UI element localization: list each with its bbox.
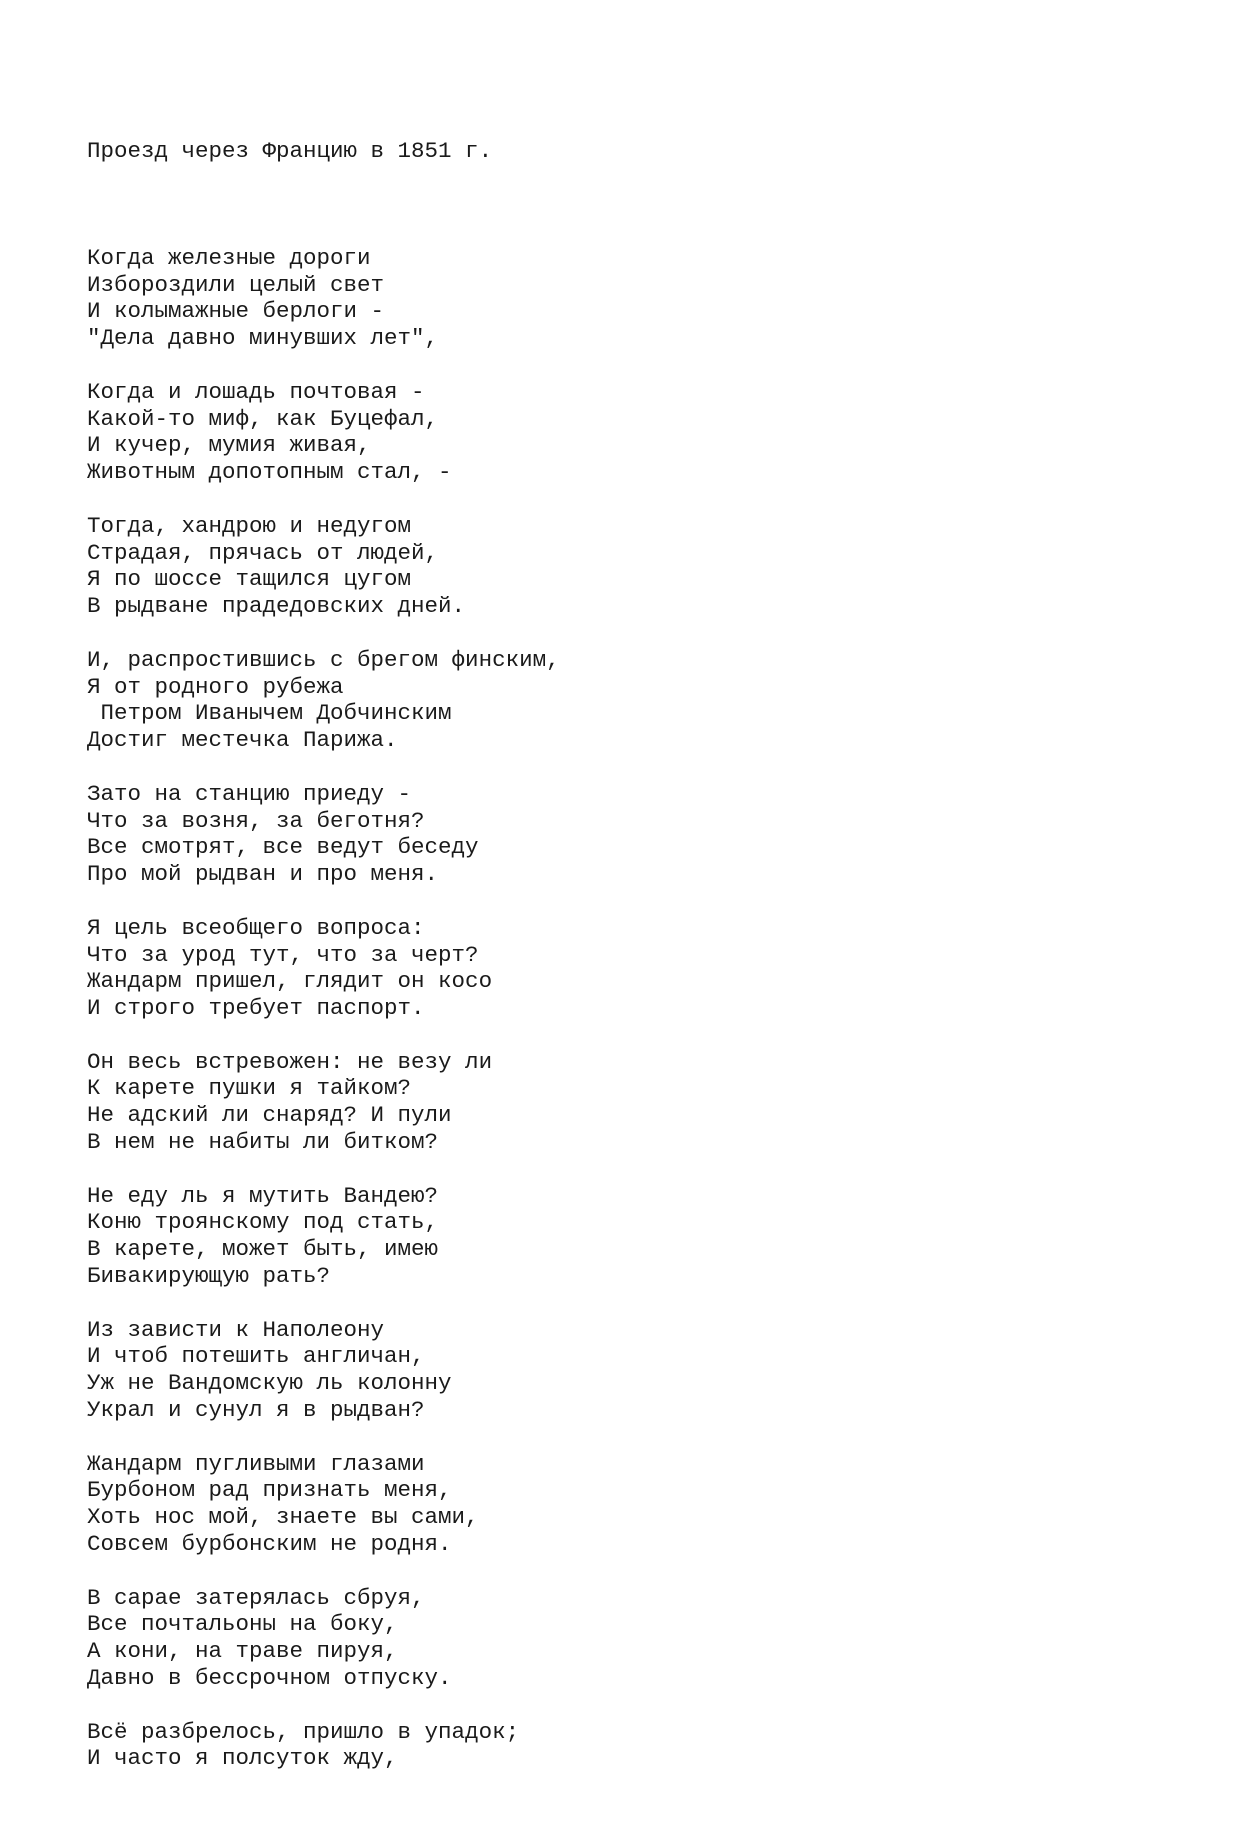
poem-line: Какой-то миф, как Буцефал, (87, 405, 439, 432)
poem-line: И строго требует паспорт. (87, 995, 425, 1022)
poem-line: Все смотрят, все ведут беседу (87, 834, 479, 861)
poem-line: Бивакирующую рать? (87, 1263, 331, 1290)
stanza (87, 1317, 1187, 1424)
stanza (87, 1451, 1187, 1558)
poem-line: И чтоб потешить англичан, (87, 1343, 425, 1370)
stanza (87, 647, 1187, 754)
stanza (87, 915, 1187, 1022)
poem-line: Хоть нос мой, знаете вы сами, (87, 1504, 479, 1531)
poem-line: Петром Иванычем Добчинским (87, 700, 452, 727)
poem-line: Он весь встревожен: не везу ли (87, 1048, 493, 1075)
poem-line: "Дела давно минувших лет", (87, 325, 439, 352)
poem-line: Уж не Вандомскую ль колонну (87, 1370, 452, 1397)
poem-line: И колымажные берлоги - (87, 298, 385, 325)
poem-line: Жандарм пришел, глядит он косо (87, 968, 493, 995)
poem-line: Что за урод тут, что за черт? (87, 941, 479, 968)
poem-line: В нем не набиты ли битком? (87, 1129, 439, 1156)
poem-line: Что за возня, за беготня? (87, 807, 425, 834)
poem-line: А кони, на траве пируя, (87, 1638, 398, 1665)
poem-line: Когда железные дороги (87, 244, 371, 271)
poem-line: Жандарм пугливыми глазами (87, 1450, 425, 1477)
poem-line: Страдая, прячась от людей, (87, 539, 439, 566)
poem-line: Я цель всеобщего вопроса: (87, 914, 425, 941)
poem-line: Украл и сунул я в рыдван? (87, 1397, 425, 1424)
poem-line: В карете, может быть, имею (87, 1236, 439, 1263)
poem-line: Все почтальоны на боку, (87, 1611, 398, 1638)
stanza (87, 781, 1187, 888)
poem-line: Я по шоссе тащился цугом (87, 566, 412, 593)
stanza (87, 245, 1187, 352)
poem-line: Я от родного рубежа (87, 673, 344, 700)
poem-line: И кучер, мумия живая, (87, 432, 371, 459)
stanza (87, 1585, 1187, 1692)
poem-line: И, распростившись с брегом финским, (87, 646, 560, 673)
poem-line: Совсем бурбонским не родня. (87, 1531, 452, 1558)
poem-text (87, 84, 1187, 1826)
poem-line: И часто я полсуток жду, (87, 1745, 398, 1772)
poem-line: В рыдване прадедовских дней. (87, 593, 466, 620)
poem-line: Из зависти к Наполеону (87, 1316, 385, 1343)
stanza (87, 513, 1187, 620)
poem-line: Бурбоном рад признать меня, (87, 1477, 452, 1504)
poem-line: Зато на станцию приеду - (87, 780, 412, 807)
poem-line: Всё разбрелось, пришло в упадок; (87, 1718, 520, 1745)
stanza (87, 1183, 1187, 1290)
stanza (87, 1719, 1187, 1773)
poem-line: Изборoздили целый свет (87, 271, 385, 298)
poem-line: К карете пушки я тайком? (87, 1075, 412, 1102)
poem-line: Когда и лошадь почтовая - (87, 378, 425, 405)
poem-line: Тогда, хандрою и недугом (87, 512, 412, 539)
stanza (87, 1049, 1187, 1156)
poem-line: Животным допотопным стал, - (87, 459, 452, 486)
poem-body (87, 245, 1187, 1772)
stanza (87, 379, 1187, 486)
poem-line: В сарае затерялась сбруя, (87, 1584, 425, 1611)
poem-line: Про мой рыдван и про меня. (87, 861, 439, 888)
poem-line: Давно в бессрочном отпуску. (87, 1665, 452, 1692)
poem-line: Достиг местечка Парижа. (87, 727, 398, 754)
poem-line: Не еду ль я мутить Вандею? (87, 1182, 439, 1209)
poem-line: Не адский ли снаряд? И пули (87, 1102, 452, 1129)
poem-line: Коню троянскому под стать, (87, 1209, 439, 1236)
poem-title: Проезд через Францию в 1851 г. (87, 137, 493, 164)
